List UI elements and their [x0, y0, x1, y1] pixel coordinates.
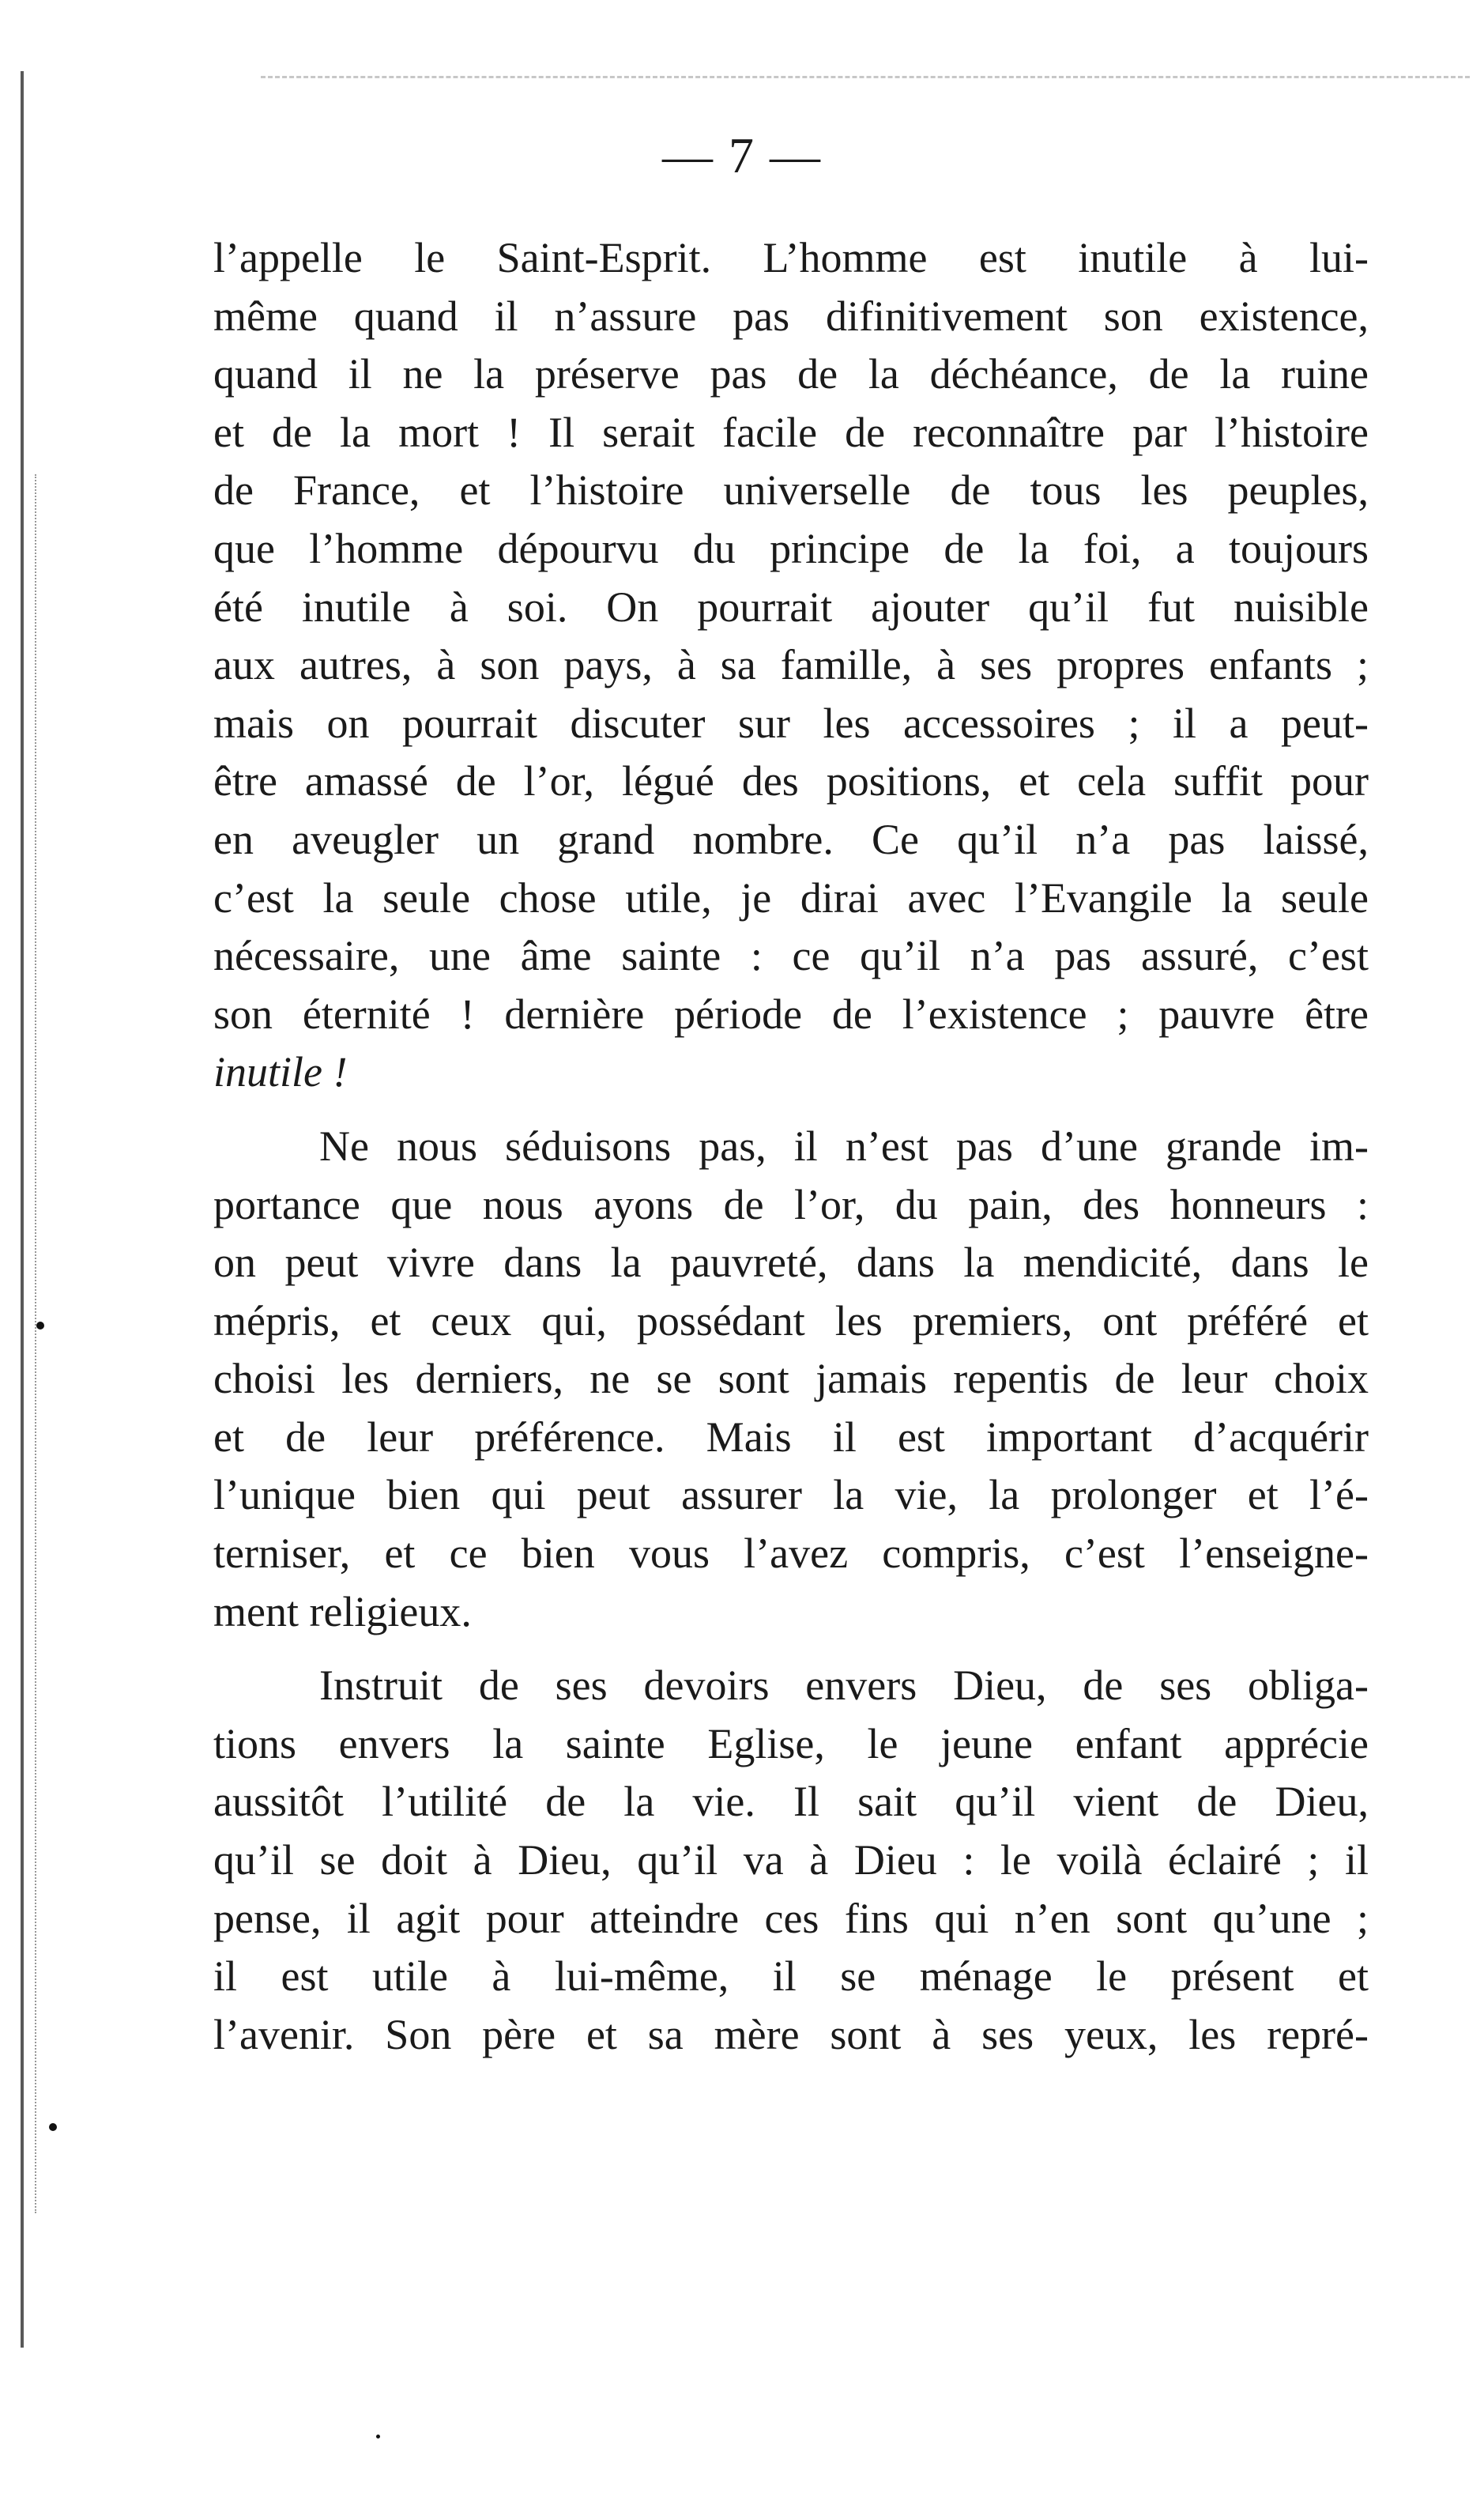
- body-text: [213, 229, 1369, 2064]
- text-line: mais on pourrait discuter sur les accessoires ; il a peut-: [213, 699, 1369, 747]
- text-line: pense, il agit pour atteindre ces fins qui n’en sont qu’une ;: [213, 1894, 1369, 1942]
- paragraph-gap: [213, 1641, 1369, 1657]
- text-line: été inutile à soi. On pourrait ajouter qu’il fut nuisible: [213, 583, 1369, 631]
- text-line: on peut vivre dans la pauvreté, dans la mendicité, dans le: [213, 1239, 1369, 1287]
- text-line: quand il ne la préserve pas de la déchéance, de la ruine: [213, 350, 1369, 398]
- text-line: aussitôt l’utilité de la vie. Il sait qu’il vient de Dieu,: [213, 1778, 1369, 1826]
- text-line: même quand il n’assure pas difinitivement son existence,: [213, 292, 1369, 340]
- text-line: inutile !: [213, 1048, 348, 1096]
- text-line: c’est la seule chose utile, je dirai avec l’Evangile la seule: [213, 873, 1369, 922]
- text-line: l’avenir. Son père et sa mère sont à ses yeux, les repré-: [213, 2010, 1369, 2058]
- text-line: choisi les derniers, ne se sont jamais repentis de leur choix: [213, 1355, 1369, 1403]
- text-line: il est utile à lui-même, il se ménage le présent et: [213, 1952, 1369, 2001]
- binding-edge: [21, 71, 30, 2348]
- ink-speck: [36, 1322, 44, 1330]
- page-number: — 7 —: [662, 127, 822, 183]
- text-line: portance que nous ayons de l’or, du pain, des honneurs :: [213, 1180, 1369, 1228]
- paragraph-gap: [213, 1102, 1369, 1118]
- text-line: en aveugler un grand nombre. Ce qu’il n’a pas laissé,: [213, 815, 1369, 863]
- text-line: l’appelle le Saint-Esprit. L’homme est inutile à lui-: [213, 234, 1369, 281]
- text-line: Ne nous séduisons pas, il n’est pas d’une grande im-: [319, 1122, 1369, 1170]
- ink-speck: [49, 2123, 57, 2131]
- ink-speck: [376, 2435, 380, 2439]
- text-line: l’unique bien qui peut assurer la vie, la prolonger et l’é-: [213, 1471, 1369, 1519]
- text-line: être amassé de l’or, légué des positions, et cela suffit pour: [213, 757, 1369, 805]
- text-line: que l’homme dépourvu du principe de la foi, a toujours: [213, 524, 1369, 572]
- text-line: mépris, et ceux qui, possédant les premiers, ont préféré et: [213, 1296, 1369, 1345]
- text-line: aux autres, à son pays, à sa famille, à ses propres enfants ;: [213, 641, 1369, 689]
- text-line: qu’il se doit à Dieu, qu’il va à Dieu : le voilà éclairé ; il: [213, 1836, 1369, 1884]
- text-line: terniser, et ce bien vous l’avez compris, c’est l’enseigne-: [213, 1530, 1369, 1578]
- text-line: son éternité ! dernière période de l’existence ; pauvre être: [213, 990, 1369, 1038]
- binding-edge-shadow: [35, 474, 40, 2213]
- text-line: et de leur préférence. Mais il est important d’acquérir: [213, 1413, 1369, 1461]
- scan-top-rule: [261, 76, 1470, 78]
- text-line: et de la mort ! Il serait facile de reconnaître par l’histoire: [213, 408, 1369, 456]
- text-line: ment religieux.: [213, 1587, 472, 1635]
- text-line: Instruit de ses devoirs envers Dieu, de ses obliga-: [319, 1662, 1369, 1710]
- text-line: nécessaire, une âme sainte : ce qu’il n’a pas assuré, c’est: [213, 932, 1369, 980]
- text-line: de France, et l’histoire universelle de tous les peuples,: [213, 466, 1369, 515]
- text-line: tions envers la sainte Eglise, le jeune enfant apprécie: [213, 1719, 1369, 1767]
